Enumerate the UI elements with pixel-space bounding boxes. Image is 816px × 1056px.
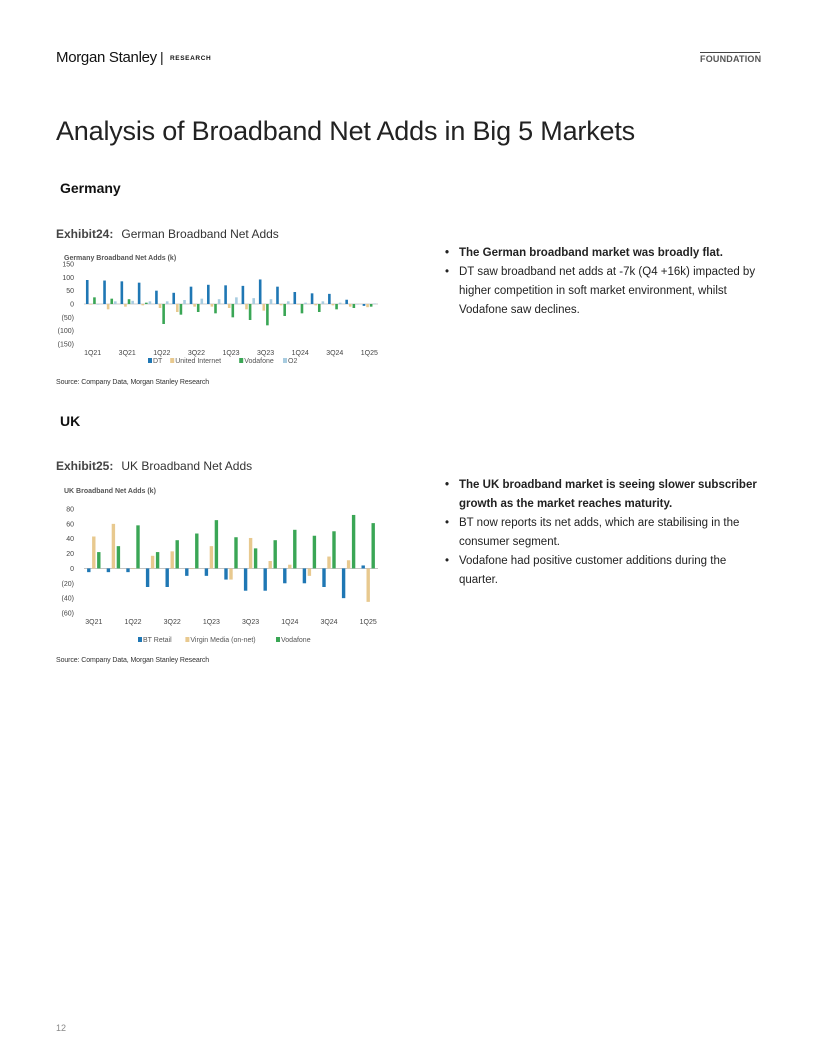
bar-o2-4q24 bbox=[356, 304, 359, 305]
bar-dt-4q21 bbox=[138, 283, 141, 304]
bar-dt-2q21 bbox=[103, 281, 106, 304]
germany-broadband-chart bbox=[56, 250, 386, 370]
bar-united-internet-4q23 bbox=[280, 304, 283, 305]
bar-bt-retail-4q24 bbox=[342, 568, 345, 598]
bar-virgin-media-on-net--1q25 bbox=[367, 568, 370, 601]
bar-bt-retail-3q21 bbox=[87, 568, 90, 572]
bar-vodafone-3q22 bbox=[176, 540, 179, 568]
legend-swatch bbox=[283, 358, 287, 363]
bar-vodafone-3q24 bbox=[335, 304, 338, 309]
bar-united-internet-2q22 bbox=[176, 304, 179, 312]
bar-virgin-media-on-net--3q21 bbox=[92, 536, 95, 568]
legend-swatch bbox=[148, 358, 152, 363]
bar-virgin-media-on-net--4q22 bbox=[190, 568, 193, 569]
bar-virgin-media-on-net--3q24 bbox=[327, 557, 330, 569]
y-tick-label: (150) bbox=[57, 341, 74, 349]
brand-separator: | bbox=[160, 49, 164, 65]
x-tick-label: 1Q25 bbox=[360, 350, 378, 357]
x-tick-label: 1Q22 bbox=[124, 619, 142, 626]
foundation-tag: FOUNDATION bbox=[700, 54, 762, 64]
germany-bullet-1: • The German broadband market was broadly flat. bbox=[445, 244, 765, 263]
chart-legend bbox=[138, 637, 311, 644]
bar-bt-retail-1q25 bbox=[362, 565, 365, 568]
x-tick-label: 3Q21 bbox=[118, 350, 136, 357]
bar-vodafone-1q24 bbox=[301, 304, 304, 313]
bar-united-internet-4q24 bbox=[349, 304, 352, 307]
bar-united-internet-1q23 bbox=[228, 304, 231, 308]
bar-vodafone-2q22 bbox=[156, 552, 159, 568]
bar-vodafone-3q21 bbox=[128, 299, 131, 304]
x-tick-label: 3Q24 bbox=[326, 350, 344, 357]
exhibit-25-title: UK Broadband Net Adds bbox=[121, 459, 253, 473]
section-title-uk: UK bbox=[60, 413, 81, 429]
bar-bt-retail-2q24 bbox=[303, 568, 306, 583]
bar-bt-retail-4q22 bbox=[185, 568, 188, 575]
x-tick-label: 1Q24 bbox=[291, 350, 309, 357]
bar-virgin-media-on-net--4q23 bbox=[269, 561, 272, 568]
bar-virgin-media-on-net--3q22 bbox=[171, 551, 174, 568]
bar-bt-retail-3q23 bbox=[244, 568, 247, 590]
bar-vodafone-3q21 bbox=[97, 552, 100, 568]
brand-logo: Morgan Stanley bbox=[56, 49, 157, 66]
bar-bt-retail-4q23 bbox=[264, 568, 267, 590]
bar-united-internet-4q22 bbox=[211, 304, 214, 307]
bar-o2-2q21 bbox=[114, 301, 117, 304]
page-number: 12 bbox=[56, 1023, 67, 1033]
bar-o2-2q24 bbox=[322, 301, 325, 304]
legend-label: United Internet bbox=[175, 358, 222, 365]
bar-vodafone-1q25 bbox=[372, 523, 375, 568]
uk-bullet-3: • Vodafone had positive customer additions during the quarter. bbox=[445, 552, 765, 590]
bar-dt-3q21 bbox=[121, 281, 124, 304]
bar-virgin-media-on-net--1q23 bbox=[210, 546, 213, 568]
bar-bt-retail-4q21 bbox=[107, 568, 110, 572]
bar-bt-retail-1q23 bbox=[205, 568, 208, 575]
legend-swatch bbox=[170, 358, 174, 363]
bar-vodafone-1q24 bbox=[293, 530, 296, 569]
bar-dt-1q22 bbox=[155, 291, 158, 304]
bar-united-internet-3q22 bbox=[193, 304, 196, 307]
y-tick-label: 80 bbox=[66, 506, 74, 514]
legend-swatch bbox=[185, 637, 189, 642]
bar-bt-retail-3q22 bbox=[166, 568, 169, 587]
bar-united-internet-1q21 bbox=[90, 304, 93, 305]
legend-swatch bbox=[276, 637, 280, 642]
germany-bullet-2: • DT saw broadband net adds at -7k (Q4 +16k) impacted by higher competition in soft market environment, whilst Vodafone saw declines. bbox=[445, 263, 765, 320]
bar-o2-4q23 bbox=[287, 301, 290, 304]
y-tick-label: (50) bbox=[61, 314, 74, 322]
bar-virgin-media-on-net--4q21 bbox=[112, 524, 115, 569]
x-tick-label: 3Q22 bbox=[187, 350, 205, 357]
bar-dt-1q21 bbox=[86, 280, 89, 304]
bar-united-internet-1q22 bbox=[159, 304, 162, 308]
bar-vodafone-4q21 bbox=[117, 546, 120, 568]
x-tick-label: 1Q23 bbox=[202, 619, 220, 626]
y-tick-label: (20) bbox=[61, 580, 74, 588]
uk-broadband-chart bbox=[56, 482, 386, 647]
bar-vodafone-3q24 bbox=[332, 531, 335, 568]
bar-vodafone-4q23 bbox=[283, 304, 286, 316]
bar-vodafone-4q23 bbox=[274, 540, 277, 568]
bar-virgin-media-on-net--1q22 bbox=[131, 568, 134, 569]
bar-bt-retail-3q24 bbox=[322, 568, 325, 587]
bar-bt-retail-2q23 bbox=[224, 568, 227, 579]
bar-united-internet-3q21 bbox=[124, 304, 127, 307]
legend-label: Vodafone bbox=[244, 358, 274, 365]
bar-vodafone-2q24 bbox=[318, 304, 321, 312]
x-tick-label: 1Q22 bbox=[153, 350, 171, 357]
x-tick-label: 1Q24 bbox=[281, 619, 299, 626]
bar-o2-3q22 bbox=[201, 299, 204, 304]
bar-vodafone-2q24 bbox=[313, 536, 316, 569]
bar-vodafone-2q23 bbox=[234, 537, 237, 568]
x-tick-label: 3Q21 bbox=[85, 619, 103, 626]
bar-vodafone-1q22 bbox=[162, 304, 165, 324]
bar-o2-1q24 bbox=[304, 303, 307, 304]
bar-o2-1q22 bbox=[166, 301, 169, 304]
bar-vodafone-4q24 bbox=[352, 515, 355, 568]
bar-bt-retail-1q24 bbox=[283, 568, 286, 583]
bar-vodafone-3q22 bbox=[197, 304, 200, 312]
bar-united-internet-3q23 bbox=[262, 304, 265, 311]
y-tick-label: 150 bbox=[62, 261, 74, 269]
legend-swatch bbox=[239, 358, 243, 363]
exhibit-24-label: Exhibit24: bbox=[56, 227, 114, 241]
bar-virgin-media-on-net--2q24 bbox=[308, 568, 311, 575]
y-tick-label: (40) bbox=[61, 595, 74, 603]
bar-vodafone-3q23 bbox=[254, 548, 257, 568]
bar-vodafone-1q23 bbox=[215, 520, 218, 568]
bar-united-internet-4q21 bbox=[141, 304, 144, 305]
exhibit-25-label: Exhibit25: bbox=[56, 459, 114, 473]
chart-title: Germany Broadband Net Adds (k) bbox=[64, 255, 177, 262]
bar-vodafone-4q22 bbox=[214, 304, 217, 313]
uk-source-note: Source: Company Data, Morgan Stanley Research bbox=[56, 657, 210, 664]
page-title: Analysis of Broadband Net Adds in Big 5 Markets bbox=[56, 116, 635, 146]
exhibit-24-caption bbox=[56, 227, 279, 241]
bar-united-internet-2q21 bbox=[107, 304, 110, 309]
legend-label: Vodafone bbox=[281, 637, 311, 644]
x-tick-label: 3Q23 bbox=[257, 350, 275, 357]
bar-dt-2q24 bbox=[311, 293, 314, 304]
bar-united-internet-2q23 bbox=[245, 304, 248, 309]
x-tick-label: 3Q22 bbox=[163, 619, 181, 626]
bar-dt-4q23 bbox=[276, 287, 279, 304]
x-tick-label: 1Q21 bbox=[84, 350, 102, 357]
uk-bullet-list bbox=[445, 476, 765, 590]
bar-vodafone-1q23 bbox=[232, 304, 235, 317]
bar-dt-1q24 bbox=[293, 292, 296, 304]
legend-label: O2 bbox=[288, 358, 298, 365]
bar-o2-2q23 bbox=[252, 298, 255, 304]
exhibit-24-title: German Broadband Net Adds bbox=[121, 227, 279, 241]
x-tick-label: 1Q25 bbox=[359, 619, 377, 626]
bar-o2-3q24 bbox=[339, 303, 342, 304]
bar-united-internet-1q25 bbox=[366, 304, 369, 307]
chart-title: UK Broadband Net Adds (k) bbox=[64, 488, 156, 495]
bar-dt-4q24 bbox=[345, 300, 348, 304]
legend-label: BT Retail bbox=[143, 637, 172, 644]
bar-o2-4q21 bbox=[149, 301, 152, 304]
bar-o2-3q21 bbox=[131, 301, 134, 304]
bar-virgin-media-on-net--1q24 bbox=[288, 565, 291, 569]
bar-o2-1q21 bbox=[97, 304, 100, 305]
germany-source-note: Source: Company Data, Morgan Stanley Research bbox=[56, 379, 210, 386]
y-tick-label: 100 bbox=[62, 274, 74, 282]
bar-o2-2q22 bbox=[183, 300, 186, 304]
legend-label: DT bbox=[153, 358, 163, 365]
legend-label: Virgin Media (on-net) bbox=[190, 637, 256, 644]
y-tick-label: 40 bbox=[66, 536, 74, 544]
bar-dt-3q22 bbox=[190, 287, 193, 304]
y-tick-label: 0 bbox=[70, 301, 74, 309]
bar-vodafone-1q21 bbox=[93, 297, 96, 304]
bar-o2-1q23 bbox=[235, 297, 238, 304]
y-tick-label: 50 bbox=[66, 288, 74, 296]
section-title-germany: Germany bbox=[60, 180, 121, 196]
y-tick-label: 20 bbox=[66, 551, 74, 559]
bar-vodafone-4q22 bbox=[195, 534, 198, 569]
bar-vodafone-4q24 bbox=[353, 304, 356, 308]
bar-virgin-media-on-net--2q22 bbox=[151, 556, 154, 569]
uk-bullet-2: • BT now reports its net adds, which are stabilising in the consumer segment. bbox=[445, 514, 765, 552]
exhibit-25-caption bbox=[56, 459, 252, 473]
bar-vodafone-2q22 bbox=[180, 304, 183, 315]
brand-research-label: RESEARCH bbox=[170, 55, 212, 62]
bar-united-internet-3q24 bbox=[332, 304, 335, 305]
bar-united-internet-2q24 bbox=[314, 304, 317, 305]
legend-swatch bbox=[138, 637, 142, 642]
bar-vodafone-4q21 bbox=[145, 303, 148, 304]
bar-virgin-media-on-net--2q23 bbox=[229, 568, 232, 579]
bar-dt-3q24 bbox=[328, 294, 331, 304]
bar-virgin-media-on-net--3q23 bbox=[249, 538, 252, 568]
bar-vodafone-1q22 bbox=[136, 525, 139, 568]
bar-o2-1q25 bbox=[373, 303, 376, 304]
bar-dt-2q22 bbox=[172, 293, 175, 304]
bar-vodafone-2q23 bbox=[249, 304, 252, 320]
bar-dt-1q23 bbox=[224, 285, 227, 304]
bar-dt-1q25 bbox=[363, 304, 366, 306]
uk-bullet-1: • The UK broadband market is seeing slower subscriber growth as the market reaches maturity. bbox=[445, 476, 765, 514]
bar-o2-3q23 bbox=[270, 299, 273, 304]
bar-virgin-media-on-net--4q24 bbox=[347, 560, 350, 568]
y-tick-label: 0 bbox=[70, 565, 74, 573]
bar-vodafone-3q23 bbox=[266, 304, 269, 325]
x-tick-label: 3Q24 bbox=[320, 619, 338, 626]
x-tick-label: 1Q23 bbox=[222, 350, 240, 357]
bar-united-internet-1q24 bbox=[297, 304, 300, 305]
bar-dt-3q23 bbox=[259, 279, 262, 304]
bar-bt-retail-1q22 bbox=[126, 568, 129, 572]
y-tick-label: (100) bbox=[57, 328, 74, 336]
bar-vodafone-2q21 bbox=[110, 299, 113, 304]
chart-legend bbox=[148, 358, 297, 365]
x-tick-label: 3Q23 bbox=[242, 619, 260, 626]
germany-bullet-list bbox=[445, 244, 765, 320]
bar-dt-4q22 bbox=[207, 285, 210, 304]
bar-dt-2q23 bbox=[242, 286, 245, 304]
y-tick-label: (60) bbox=[61, 610, 74, 618]
bar-o2-4q22 bbox=[218, 299, 221, 304]
y-tick-label: 60 bbox=[66, 521, 74, 529]
bar-bt-retail-2q22 bbox=[146, 568, 149, 587]
bar-vodafone-1q25 bbox=[370, 304, 373, 307]
